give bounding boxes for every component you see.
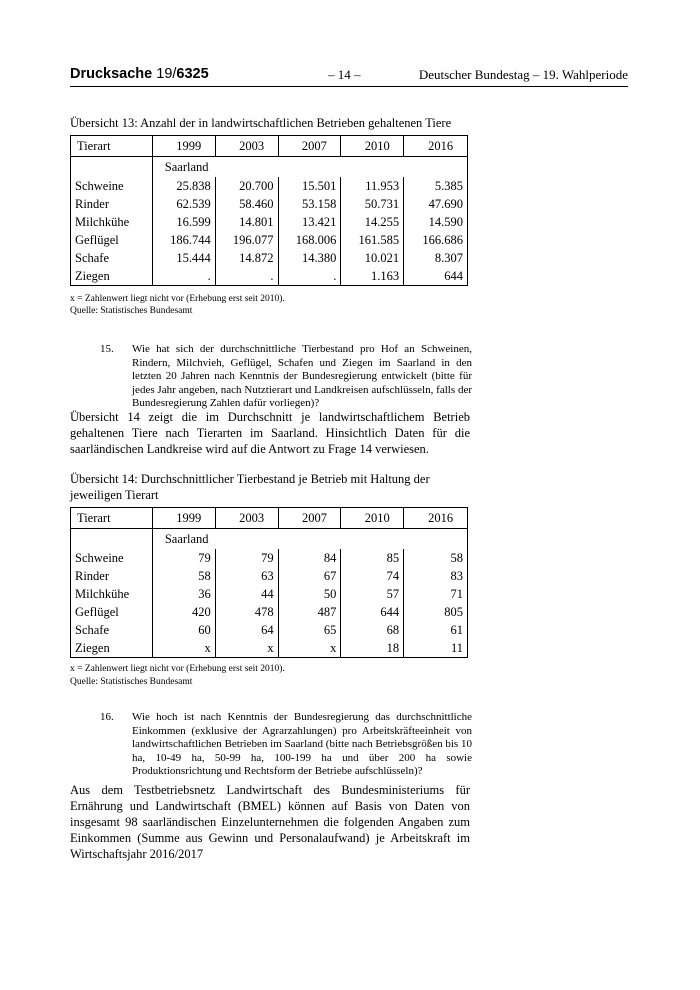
doc-label: Drucksache xyxy=(70,66,153,82)
table-cell: 64 xyxy=(215,621,278,639)
table13-source: Quelle: Statistisches Bundesamt xyxy=(70,306,193,316)
animal-name: Rinder xyxy=(71,567,153,585)
table-cell: 10.021 xyxy=(341,249,404,267)
table-cell: . xyxy=(278,267,341,286)
table-cell: 79 xyxy=(152,549,215,567)
table-cell: x xyxy=(215,639,278,658)
table-row xyxy=(71,177,468,195)
question-16 xyxy=(100,711,472,779)
table14-header-tierart: Tierart xyxy=(71,508,153,529)
table-cell: 62.539 xyxy=(152,195,215,213)
animal-name: Schafe xyxy=(71,249,153,267)
question-15-number: 15. xyxy=(100,343,114,355)
table-cell: 15.444 xyxy=(152,249,215,267)
table-cell: 14.872 xyxy=(215,249,278,267)
table-cell: 71 xyxy=(404,585,468,603)
animal-name: Geflügel xyxy=(71,231,153,249)
table14-header-year: 2003 xyxy=(215,508,278,529)
animal-name: Ziegen xyxy=(71,267,153,286)
table-row xyxy=(71,195,468,213)
question-16-text: Wie hoch ist nach Kenntnis der Bundesregierung das durchschnittliche Einkommen (exklusive der Agrarzahlungen) pro Arbeitskräfteeinheit von landwirtschaftlichen Betrieben im Saarland (bitte nach Betriebsgrößen bis 10 ha, 10-49 ha, 50-99 ha, 100-199 ha und über 200 ha sowie Produktionsrichtung und Rechtsform der Betriebe aufschlüsseln)? xyxy=(132,711,472,777)
table-cell: 20.700 xyxy=(215,177,278,195)
table13-header-year: 2010 xyxy=(341,136,404,157)
table-cell: 84 xyxy=(278,549,341,567)
table-cell: 18 xyxy=(341,639,404,658)
animal-name: Milchkühe xyxy=(71,585,153,603)
table-cell: . xyxy=(152,267,215,286)
table13-header-row xyxy=(71,136,468,157)
animal-name: Rinder xyxy=(71,195,153,213)
publisher: Deutscher Bundestag – 19. Wahlperiode xyxy=(418,67,628,82)
table-row xyxy=(71,603,468,621)
table-cell: 25.838 xyxy=(152,177,215,195)
doc-number: 6325 xyxy=(176,66,209,82)
table-row xyxy=(71,549,468,567)
table14-header-year: 2007 xyxy=(278,508,341,529)
table-cell: 68 xyxy=(341,621,404,639)
table-cell: 47.690 xyxy=(404,195,468,213)
table-cell: 36 xyxy=(152,585,215,603)
animal-name: Schweine xyxy=(71,549,153,567)
question-15-text: Wie hat sich der durchschnittliche Tierbestand pro Hof an Schweinen, Rindern, Milchvieh, Geflügel, Schafen und Ziegen im Saarland in den letzten 20 Jahren nach Kenntnis der Bundesregierung entwickelt (bitte für jedes Jahr angeben, nach Nutztierart und Landkreisen aufschlüsseln, falls der Bundesregierung Zahlen dafür vorliegen)? xyxy=(132,343,472,409)
answer-16: Aus dem Testbetriebsnetz Landwirtschaft des Bundesministeriums für Ernährung und Landwirtschaft (BMEL) können auf Basis von Daten von insgesamt 98 saarländischen Einzelunternehmen die folgenden Angaben zum Einkommen (Summe aus Gewinn und Personalaufwand) je Arbeitskraft im Wirtschaftsjahr 2016/2017 xyxy=(70,783,470,861)
table14 xyxy=(70,507,468,658)
table-cell: x xyxy=(278,639,341,658)
table-cell: 478 xyxy=(215,603,278,621)
table-cell: 14.380 xyxy=(278,249,341,267)
table-cell: 168.006 xyxy=(278,231,341,249)
table-cell: 644 xyxy=(404,267,468,286)
page-header xyxy=(70,66,628,87)
table13 xyxy=(70,135,468,286)
table-cell: 487 xyxy=(278,603,341,621)
animal-name: Geflügel xyxy=(71,603,153,621)
table-cell: x xyxy=(152,639,215,658)
table-row xyxy=(71,621,468,639)
doc-id xyxy=(70,66,209,82)
table-row xyxy=(71,267,468,286)
animal-name: Milchkühe xyxy=(71,213,153,231)
table-cell: 5.385 xyxy=(404,177,468,195)
animal-name: Schafe xyxy=(71,621,153,639)
table-cell: 85 xyxy=(341,549,404,567)
table14-note: x = Zahlenwert liegt nicht vor (Erhebung erst seit 2010). xyxy=(70,664,285,674)
table13-header-year: 2003 xyxy=(215,136,278,157)
table-cell: 53.158 xyxy=(278,195,341,213)
table-row xyxy=(71,231,468,249)
table14-region-row xyxy=(71,529,468,550)
table-cell: 50.731 xyxy=(341,195,404,213)
question-16-number: 16. xyxy=(100,711,114,723)
table13-header-year: 2007 xyxy=(278,136,341,157)
table-row xyxy=(71,213,468,231)
table14-source: Quelle: Statistisches Bundesamt xyxy=(70,677,193,687)
table14-header-year: 2016 xyxy=(404,508,468,529)
animal-name: Schweine xyxy=(71,177,153,195)
table-cell: 61 xyxy=(404,621,468,639)
table-cell: 63 xyxy=(215,567,278,585)
table-cell: . xyxy=(215,267,278,286)
table-cell: 58 xyxy=(152,567,215,585)
table14-header-year: 2010 xyxy=(341,508,404,529)
table-cell: 83 xyxy=(404,567,468,585)
question-15 xyxy=(100,343,472,411)
table-row xyxy=(71,639,468,658)
page-number: – 14 – xyxy=(328,67,361,82)
table-row xyxy=(71,585,468,603)
table-cell: 13.421 xyxy=(278,213,341,231)
table14-header-row xyxy=(71,508,468,529)
table-cell: 161.585 xyxy=(341,231,404,249)
table-cell: 16.599 xyxy=(152,213,215,231)
table-row xyxy=(71,249,468,267)
table-cell: 60 xyxy=(152,621,215,639)
table-row xyxy=(71,567,468,585)
table-cell: 1.163 xyxy=(341,267,404,286)
table13-note: x = Zahlenwert liegt nicht vor (Erhebung erst seit 2010). xyxy=(70,294,285,304)
table-cell: 420 xyxy=(152,603,215,621)
table-cell: 58.460 xyxy=(215,195,278,213)
table13-region-row xyxy=(71,157,468,178)
table-cell: 57 xyxy=(341,585,404,603)
table13-header-year: 1999 xyxy=(152,136,215,157)
table-cell: 58 xyxy=(404,549,468,567)
table13-caption: Übersicht 13: Anzahl der in landwirtschaftlichen Betrieben gehaltenen Tiere xyxy=(70,116,452,130)
table13-header-tierart: Tierart xyxy=(71,136,153,157)
table-cell: 644 xyxy=(341,603,404,621)
table-cell: 65 xyxy=(278,621,341,639)
table-cell: 67 xyxy=(278,567,341,585)
table-cell: 74 xyxy=(341,567,404,585)
animal-name: Ziegen xyxy=(71,639,153,658)
table-cell: 186.744 xyxy=(152,231,215,249)
table-cell: 15.501 xyxy=(278,177,341,195)
table-cell: 14.801 xyxy=(215,213,278,231)
table-cell: 79 xyxy=(215,549,278,567)
table-cell: 196.077 xyxy=(215,231,278,249)
table-cell: 805 xyxy=(404,603,468,621)
doc-number-prefix: 19/ xyxy=(156,66,177,82)
table13-header-year: 2016 xyxy=(404,136,468,157)
table14-header-year: 1999 xyxy=(152,508,215,529)
table13-region: Saarland xyxy=(164,159,209,174)
table-cell: 14.590 xyxy=(404,213,468,231)
table-cell: 50 xyxy=(278,585,341,603)
table-cell: 14.255 xyxy=(341,213,404,231)
table-cell: 11 xyxy=(404,639,468,658)
table-cell: 44 xyxy=(215,585,278,603)
table14-caption: Übersicht 14: Durchschnittlicher Tierbestand je Betrieb mit Haltung der jeweiligen Tierart xyxy=(70,472,430,502)
table-cell: 8.307 xyxy=(404,249,468,267)
table14-region: Saarland xyxy=(164,531,209,546)
table-cell: 11.953 xyxy=(341,177,404,195)
table-cell: 166.686 xyxy=(404,231,468,249)
answer-15: Übersicht 14 zeigt die im Durchschnitt je landwirtschaftlichem Betrieb gehaltenen Tiere nach Tierarten im Saarland. Hinsichtlich Daten für die saarländischen Landkreise wird auf die Antwort zu Frage 14 verwiesen. xyxy=(70,410,470,456)
